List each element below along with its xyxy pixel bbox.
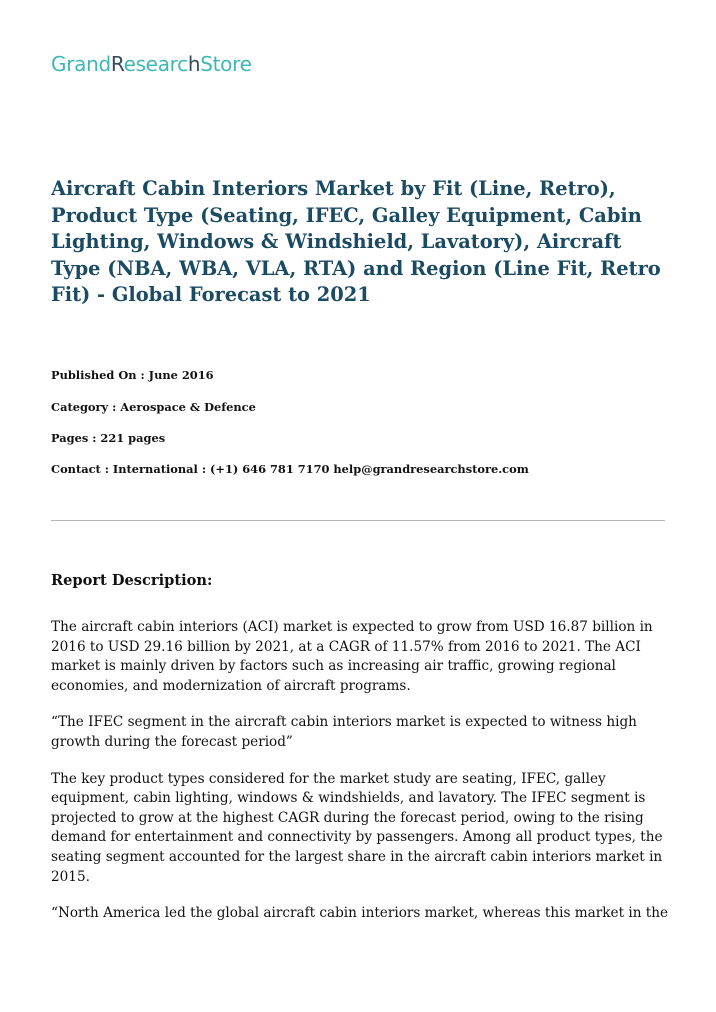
report-title: Aircraft Cabin Interiors Market by Fit (Line, Retro), Product Type (Seating, IFEC, Galley Equipment, Cabin Lighting, Windows & Windshield, Lavatory), Aircraft Type (NBA, WBA, VLA, RTA) and Region (Line Fit, Retro Fit) - Global Forecast to 2021 (51, 177, 661, 306)
logo-text-h: h (187, 52, 201, 76)
paragraph-product-types: The key product types considered for the market study are seating, IFEC, galley equipment, cabin lighting, windows & windshields, and lavatory. The IFEC segment is projected to grow at the highest CAGR during the forecast period, owing to the rising demand for entertainment and connectivity by passengers. Among all product types, the seating segment accounted for the largest share in the aircraft cabin interiors market in 2015. (51, 770, 663, 885)
paragraph-ifec-quote: “The IFEC segment in the aircraft cabin interiors market is expected to witness high growth during the forecast period” (51, 714, 637, 750)
contact-info: Contact : International : (+1) 646 781 7170 help@grandresearchstore.com (51, 462, 529, 476)
report-description-body (51, 618, 671, 941)
brand-logo (51, 52, 252, 76)
page-count: Pages : 221 pages (51, 431, 166, 445)
logo-text-esearc: esearc (123, 52, 188, 76)
category: Category : Aerospace & Defence (51, 400, 256, 414)
report-description-heading: Report Description: (51, 572, 213, 589)
published-date: Published On : June 2016 (51, 368, 214, 382)
logo-text-grand: Grand (51, 52, 111, 76)
paragraph-market-overview: The aircraft cabin interiors (ACI) market is expected to grow from USD 16.87 billion in 2016 to USD 29.16 billion by 2021, at a CAGR of 11.57% from 2016 to 2021. The ACI market is mainly driven by factors such as increasing air traffic, growing regional economies, and modernization of aircraft programs. (51, 619, 653, 694)
logo-text-r: R (110, 52, 124, 76)
logo-text-store: Store (200, 52, 252, 76)
section-divider (51, 520, 665, 521)
paragraph-north-america-quote: “North America led the global aircraft cabin interiors market, whereas this market in the (51, 905, 669, 922)
